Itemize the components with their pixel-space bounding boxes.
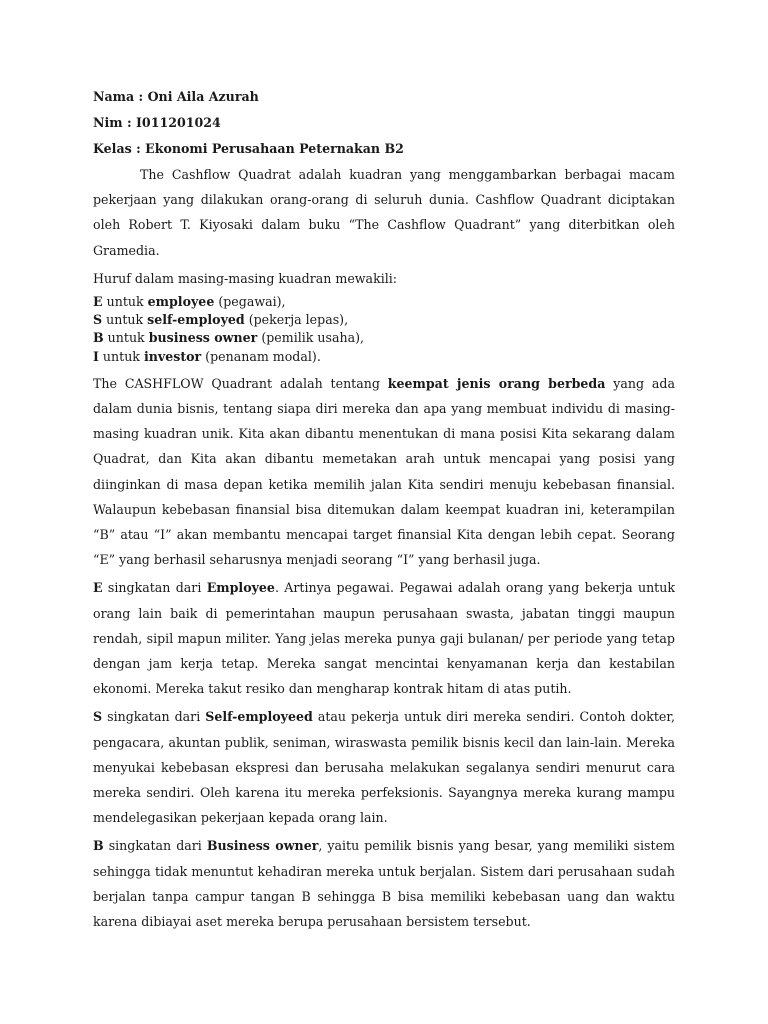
list-item: S untuk self-employed (pekerja lepas), — [93, 312, 349, 328]
cashflow-paragraph: The CASHFLOW Quadrant adalah tentang keempat jenis orang berbeda yang ada dalam dunia bisnis, tentang siapa diri mereka dan apa yang membuat individu di masing-masing kuadran unik. Kita akan dibantu menentukan di mana posisi Kita sekarang dalam Quadrat, dan Kita akan dibantu memetakan arah untuk mencapai yang posisi yang diinginkan di masa depan ketika memilih jalan Kita sendiri menuju kebebasan finansial. Walaupun kebebasan finansial bisa ditemukan dalam keempat kuadran ini, keterampilan “B” atau “I” akan membantu mencapai target finansial Kita dengan lebih cepat. Seorang “E” yang berhasil seharusnya menjadi seorang “I” yang berhasil juga. — [93, 375, 675, 568]
list-item: I untuk investor (penanam modal). — [93, 348, 321, 364]
class-line: Kelas : Ekonomi Perusahaan Peternakan B2 — [93, 141, 404, 156]
document-page — [93, 84, 675, 937]
list-item: B untuk business owner (pemilik usaha), — [93, 330, 365, 346]
quadrant-list — [93, 293, 675, 366]
business-owner-paragraph: B singkatan dari Business owner, yaitu pemilik bisnis yang besar, yang memiliki sistem sehingga tidak menuntut kehadiran mereka untuk berjalan. Sistem dari perusahaan sudah berjalan tanpa campur tangan B sehingga B bisa memiliki kebebasan uang dan waktu karena dibiayai aset mereka berupa perusahaan bersistem tersebut. — [93, 838, 675, 930]
employee-paragraph: E singkatan dari Employee. Artinya pegawai. Pegawai adalah orang yang bekerja untuk orang lain baik di pemerintahan maupun perusahaan swasta, jabatan tinggi maupun rendah, sipil mapun militer. Yang jelas mereka punya gaji bulanan/ per periode yang tetap dengan jam kerja tetap. Mereka sangat mencintai kenyamanan kerja dan kestabilan ekonomi. Mereka takut resiko dan mengharap kontrak hitam di atas putih. — [93, 580, 675, 697]
name-line: Nama : Oni Aila Azurah — [93, 89, 259, 104]
intro-paragraph: The Cashflow Quadrat adalah kuadran yang menggambarkan berbagai macam pekerjaan yang dilakukan orang-orang di seluruh dunia. Cashflow Quadrant diciptakan oleh Robert T. Kiyosaki dalam buku “The Cashflow Quadrant” yang diterbitkan oleh Gramedia. — [93, 167, 675, 258]
list-item: E untuk employee (pegawai), — [93, 294, 286, 310]
nim-line: Nim : I011201024 — [93, 115, 221, 130]
quadrant-lead: Huruf dalam masing-masing kuadran mewakili: — [93, 270, 398, 286]
self-employed-paragraph: S singkatan dari Self-employeed atau pekerja untuk diri mereka sendiri. Contoh dokter, pengacara, akuntan publik, seniman, wiraswasta pemilik bisnis kecil dan lain-lain. Mereka menyukai kebebasan ekspresi dan berusaha melakukan segalanya sendiri menurut cara mereka sendiri. Oleh karena itu mereka perfeksionis. Sayangnya mereka kurang mampu mendelegasikan pekerjaan kepada orang lain. — [93, 709, 675, 826]
